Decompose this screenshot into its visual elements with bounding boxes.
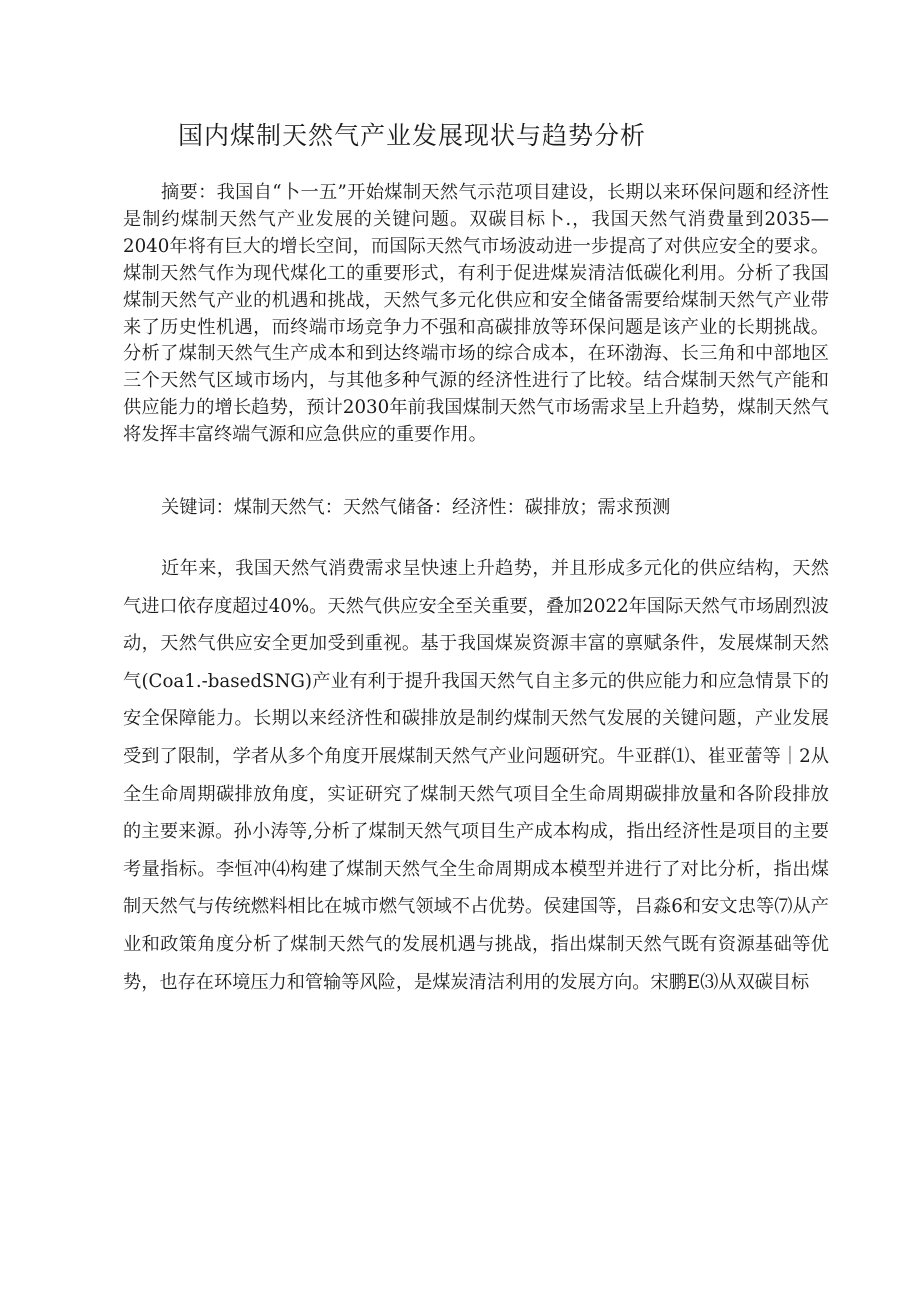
- body-paragraph: 近年来，我国天然气消费需求呈快速上升趋势，并且形成多元化的供应结构，天然气进口依存度超过40%。天然气供应安全至关重要，叠加2022年国际天然气市场剧烈波动，天然气供应安全更加受到重视。基于我国煤炭资源丰富的禀赋条件，发展煤制天然气(Coa1.-basedSNG)产业有利于提升我国天然气自主多元的供应能力和应急情景下的安全保障能力。长期以来经济性和碳排放是制约煤制天然气发展的关键问题，产业发展受到了限制，学者从多个角度开展煤制天然气产业问题研究。牛亚群⑴、崔亚蕾等｜2从全生命周期碳排放角度，实证研究了煤制天然气项目全生命周期碳排放量和各阶段排放的主要来源。孙小涛等,分析了煤制天然气项目生产成本构成，指出经济性是项目的主要考量指标。李恒冲⑷构建了煤制天然气全生命周期成本模型并进行了对比分析，指出煤制天然气与传统燃料相比在城市燃气领域不占优势。侯建国等，吕淼6和安文忠等⑺从产业和政策角度分析了煤制天然气的发展机遇与挑战，指出煤制天然气既有资源基础等优势，也存在环境压力和管输等风险，是煤炭清洁利用的发展方向。宋鹏E⑶从双碳目标: [123, 558, 829, 993]
- document-title: 国内煤制天然气产业发展现状与趋势分析: [178, 121, 647, 150]
- abstract-paragraph: 摘要：我国自“卜一五”开始煤制天然气示范项目建设，长期以来环保问题和经济性是制约煤制天然气产业发展的关键问题。双碳目标卜.，我国天然气消费量到2035—2040年将有巨大的增长空间，而国际天然气市场波动进一步提高了对供应安全的要求。煤制天然气作为现代煤化工的重要形式，有利于促进煤炭清洁低碳化利用。分析了我国煤制天然气产业的机遇和挑战，天然气多元化供应和安全储备需要给煤制天然气产业带来了历史性机遇，而终端市场竞争力不强和高碳排放等环保问题是该产业的长期挑战。分析了煤制天然气生产成本和到达终端市场的综合成本，在环渤海、长三角和中部地区三个天然气区域市场内，与其他多种气源的经济性进行了比较。结合煤制天然气产能和供应能力的增长趋势，预计2030年前我国煤制天然气市场需求呈上升趋势，煤制天然气将发挥丰富终端气源和应急供应的重要作用。: [123, 182, 829, 446]
- keywords-line: 关键词：煤制天然气：天然气储备：经济性：碳排放；需求预测: [161, 497, 671, 518]
